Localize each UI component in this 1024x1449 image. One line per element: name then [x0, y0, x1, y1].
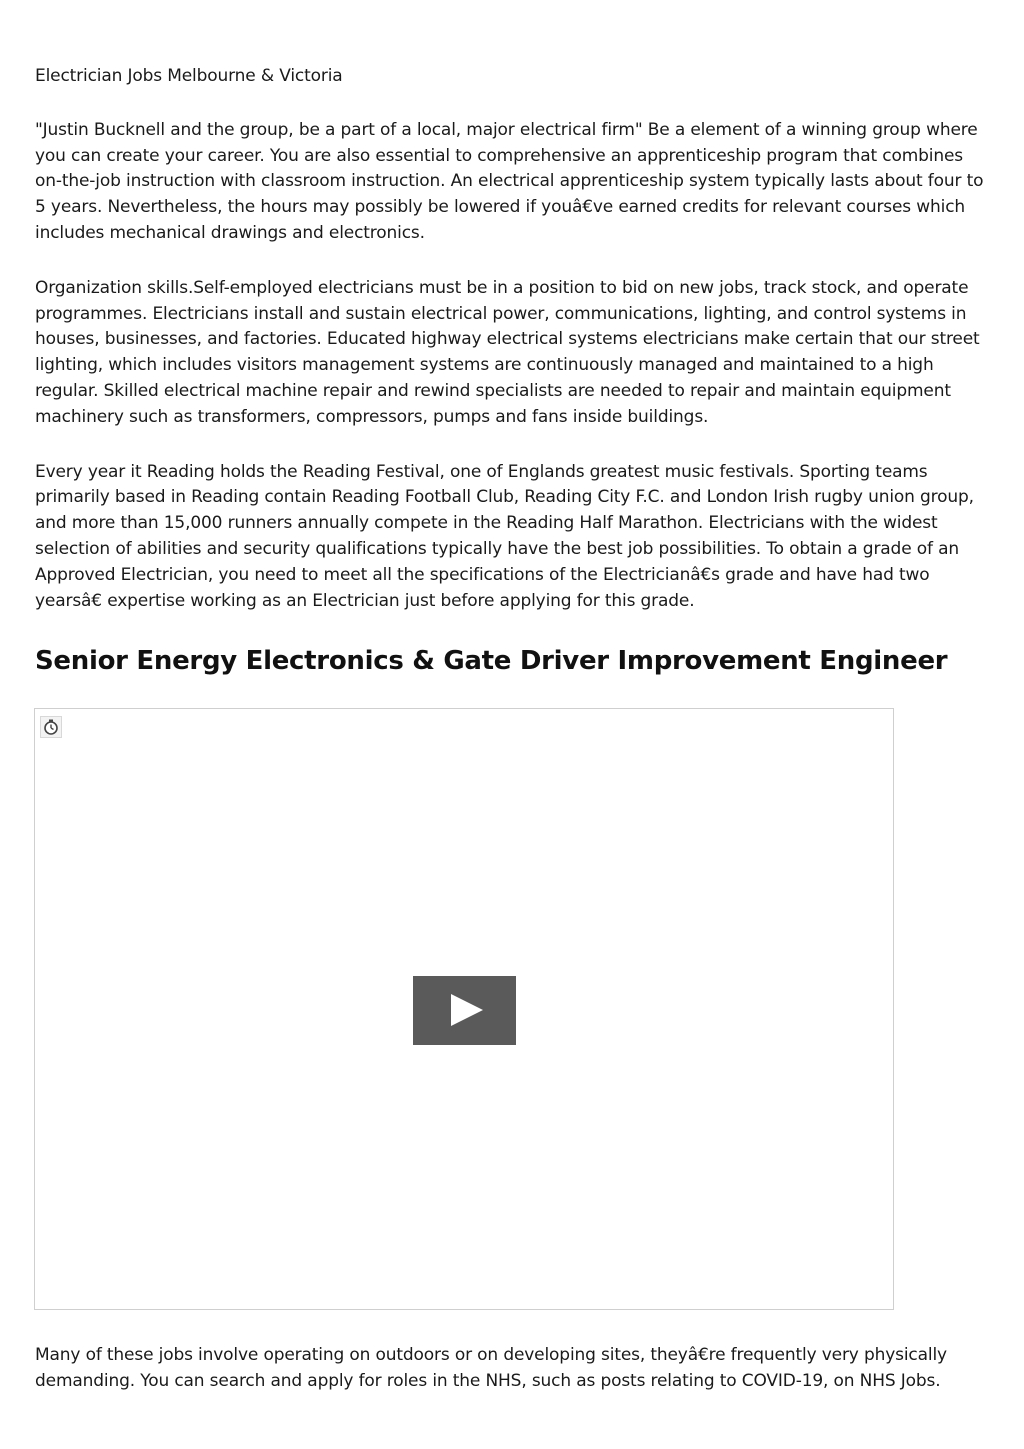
document-body — [35, 64, 990, 678]
paragraph-2: Organization skills.Self-employed electricians must be in a position to bid on new jobs, track stock, and operate programmes. Electricians install and sustain electrical power, communications, lighting, and control systems in houses, businesses, and factories. Educated highway electrical systems electricians make certain that our street lighting, which includes visitors management systems are continuously managed and maintained to a high regular. Skilled electrical machine repair and rewind specialists are needed to repair and maintain equipment machinery such as transformers, compressors, pumps and fans inside buildings. — [35, 277, 980, 427]
paragraph-1: "Justin Bucknell and the group, be a part of a local, major electrical firm" Be a element of a winning group where you can create your career. You are also essential to comprehensive an apprenticeship program that combines on-the-job instruction with classroom instruction. An electrical apprenticeship system typically lasts about four to 5 years. Nevertheless, the hours may possibly be lowered if youâ€⁠ve earned credits for relevant courses which includes mechanical drawings and electronics. — [35, 119, 984, 243]
video-player[interactable] — [34, 708, 894, 1310]
play-icon — [451, 994, 483, 1026]
play-button[interactable] — [413, 976, 516, 1045]
document-title: Electrician Jobs Melbourne & Victoria — [35, 66, 343, 86]
paragraph-3: Every year it Reading holds the Reading Festival, one of Englands greatest music festivals. Sporting teams primarily based in Reading contain Reading Football Club, Reading City F.C. and London Irish rugby union group, and more than 15,000 runners annually compete in the Reading Half Marathon. Electricians with the widest selection of abilities and security qualifications typically have the best job possibilities. To obtain a grade of an Approved Electrician, you need to meet all the specifications of the Electricianâ€⁠s grade and have had two yearsâ€⁠ expertise working as an Electrician just before applying for this grade. — [35, 461, 974, 611]
closing-paragraph: Many of these jobs involve operating on outdoors or on developing sites, theyâ€⁠re frequently very physically demanding. You can search and apply for roles in the NHS, such as posts relating to COVID-19, on NHS Jobs. — [35, 1345, 947, 1391]
clock-icon-glyph — [41, 717, 61, 737]
section-heading: Senior Energy Electronics & Gate Driver Improvement Engineer — [35, 646, 948, 677]
closing-section — [35, 1343, 990, 1395]
clock-icon — [40, 716, 62, 738]
